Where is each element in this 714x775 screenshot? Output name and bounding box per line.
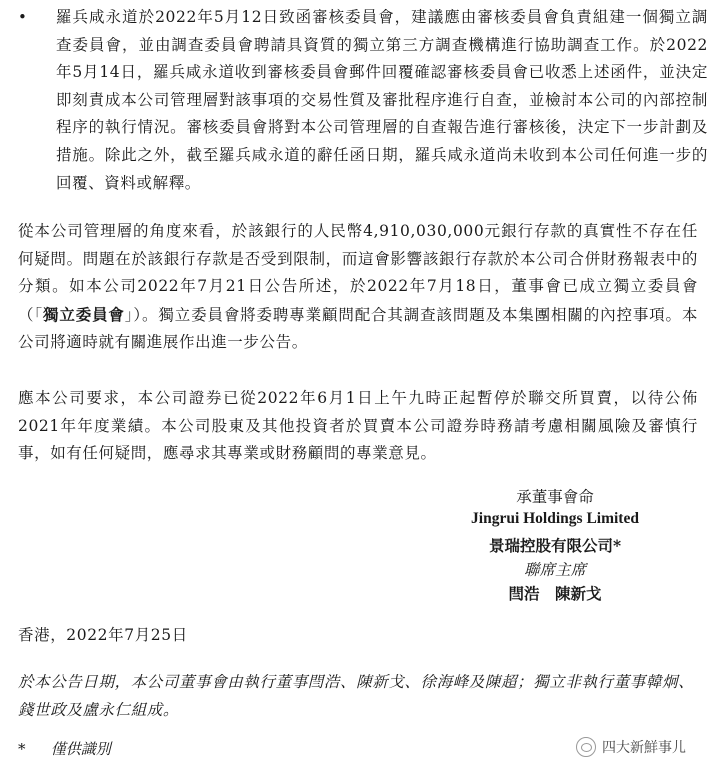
- footnote-mark: *: [18, 740, 26, 758]
- paragraph-bank-deposit: [18, 218, 698, 357]
- footnote: [18, 738, 111, 759]
- signatory-title: 聯席主席: [523, 561, 586, 579]
- independent-committee-term: 獨立委員會: [42, 304, 125, 324]
- watermark: [576, 735, 686, 759]
- bullet-text: 羅兵咸永道於2022年5月12日致函審核委員會，建議應由審核委員會負責組建一個獨立調查委員會，並由調查委員會聘請具資質的獨立第三方調查機構進行協助調查工作。於2022年5月14日，羅兵咸永道收到審核委員會郵件回覆確認審核委員會已收悉上述函件，並決定即刻責成本公司管理層對該事項的交易性質及審批程序進行自查，並檢討本公司的內部控制程序的執行情況。審核委員會將對本公司管理層的自查報告進行審核後，決定下一步計劃及措施。除此之外，截至羅兵咸永道的辭任函日期，羅兵咸永道尚未收到本公司任何進一步的回覆、資料或解釋。: [56, 8, 708, 192]
- company-name-en: Jingrui Holdings Limited: [471, 510, 639, 527]
- by-order-of-board: 承董事會命: [516, 488, 594, 506]
- bullet-mark: •: [18, 8, 27, 26]
- company-name-zh: 景瑞控股有限公司*: [488, 536, 622, 555]
- bullet-item: [18, 4, 708, 197]
- wechat-icon: [576, 737, 596, 757]
- signatory-names: 閆浩 陳新戈: [508, 584, 602, 603]
- board-statement: 於本公告日期，本公司董事會由執行董事閆浩、陳新戈、徐海峰及陳超；獨立非執行董事韓炯、錢世政及盧永仁組成。: [18, 673, 695, 719]
- footnote-text: 僅供識別: [50, 740, 111, 758]
- paragraph-1-text-after: 」）。獨立委員會將委聘專業顧問配合其調查該問題及本集團相關的內控事項。本公司將適時就有關進展作出進一步公告。: [18, 305, 699, 352]
- paragraph-1-text-before: 從本公司管理層的角度來看，於該銀行的人民幣4,910,030,000元銀行存款的真實性不存在任何疑問。問題在於該銀行存款是否受到限制，而這會影響該銀行存款於本公司合併財務報表中的分類。如本公司2022年7月21日公告所述，於2022年7月18日，董事會已成立獨立委員會（「: [18, 222, 698, 324]
- date-line: 香港，2022年7月25日: [18, 626, 188, 644]
- paragraph-trading-suspension: 應本公司要求，本公司證券已從2022年6月1日上午九時正起暫停於聯交所買賣，以待公佈2021年年度業績。本公司股東及其他投資者於買賣本公司證券時務請考慮相關風險及審慎行事，如有任何疑問，應尋求其專業或財務顧問的專業意見。: [18, 389, 698, 463]
- watermark-text: 四大新鮮事儿: [602, 740, 686, 756]
